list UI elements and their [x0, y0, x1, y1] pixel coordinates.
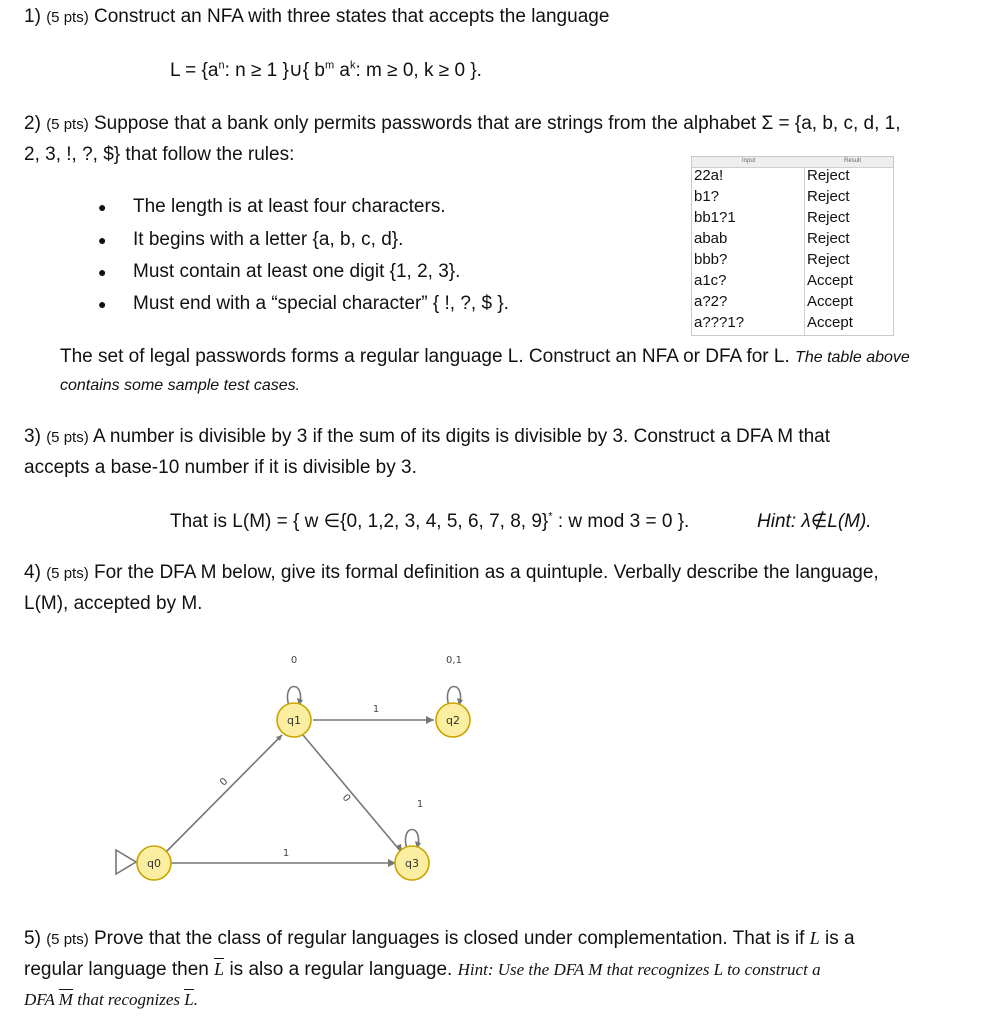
test-case-table	[691, 156, 894, 336]
label-q0-q1: 0	[218, 776, 231, 789]
table-cell-input: abab	[694, 230, 728, 247]
q4-line1: For the DFA M below, give its formal definition as a quintuple. Verbally describe the language,	[93, 562, 879, 583]
m-complement: M	[58, 990, 73, 1009]
table-cell-result: Reject	[807, 188, 850, 205]
q3-hint: Hint: λ∉L(M).	[757, 511, 872, 532]
q5-line3: DFA M that recognizes L.	[24, 990, 198, 1009]
q2-heading: 2) (5 pts) Suppose that a bank only permits passwords that are strings from the alphabet Σ = {a, b, c, d, 1,	[24, 113, 901, 134]
table-cell-result: Reject	[807, 209, 850, 226]
label-q1-q2: 1	[372, 704, 380, 715]
label-q1-loop: 0	[290, 655, 298, 666]
edge-q1-q3	[303, 735, 402, 853]
l-complement: L	[184, 990, 194, 1009]
q2-bullet-3: Must contain at least one digit {1, 2, 3}.	[133, 261, 461, 282]
q4-line2: L(M), accepted by M.	[24, 593, 203, 614]
label-q3-loop: 1	[416, 799, 424, 810]
state-q2-label: q2	[446, 714, 460, 727]
q2-bullet-2: It begins with a letter {a, b, c, d}.	[133, 229, 404, 250]
table-header: Input Result	[692, 157, 893, 168]
q3-formula: That is L(M) = { w ∈{0, 1,2, 3, 4, 5, 6, 7, 8, 9}* : w mod 3 = 0 }.	[170, 510, 690, 532]
q1-number: 1)	[24, 6, 41, 27]
q1-heading	[24, 6, 609, 28]
q3-line2: accepts a base-10 number if it is divisible by 3.	[24, 457, 417, 478]
bullet-icon: ●	[98, 296, 107, 312]
bullet-icon: ●	[98, 264, 107, 280]
table-cell-input: a?2?	[694, 293, 728, 310]
q2-bullet-1: The length is at least four characters.	[133, 196, 446, 217]
label-q0-q3: 1	[282, 848, 290, 859]
q2-closing-italic: contains some sample test cases.	[60, 377, 301, 394]
label-q1-q3: 0	[339, 792, 353, 805]
q1-points: (5 pts)	[46, 9, 89, 26]
q5-line1: 5) (5 pts) Prove that the class of regular languages is closed under complementation. That is if L is a	[24, 928, 855, 949]
table-cell-result: Accept	[807, 272, 853, 289]
state-q1-label: q1	[287, 714, 301, 727]
dfa-diagram	[0, 640, 520, 900]
table-cell-input: a???1?	[694, 314, 745, 331]
table-cell-input: bb1?1	[694, 209, 736, 226]
state-q3-label: q3	[405, 857, 419, 870]
q5-line2: regular language then L is also a regular language. Hint: Use the DFA M that recognizes L to construct a	[24, 959, 821, 980]
state-q0-label: q0	[147, 857, 161, 870]
q3-line1: A number is divisible by 3 if the sum of its digits is divisible by 3. Construct a DFA M that	[92, 426, 831, 447]
table-cell-input: b1?	[694, 188, 720, 205]
q2-line2: 2, 3, !, ?, $} that follow the rules:	[24, 144, 295, 165]
bullet-icon: ●	[98, 232, 107, 248]
q2-line1: Suppose that a bank only permits passwords that are strings from the alphabet Σ = {a, b, c, d, 1,	[93, 113, 901, 134]
table-cell-result: Reject	[807, 167, 850, 184]
table-cell-result: Reject	[807, 230, 850, 247]
l-complement: L	[214, 959, 225, 979]
start-arrow-icon	[116, 850, 136, 874]
q5-hint: Hint: Use the DFA M that recognizes L to construct a	[457, 960, 821, 979]
q4-heading: 4) (5 pts) For the DFA M below, give its formal definition as a quintuple. Verbally describe the language,	[24, 562, 879, 583]
table-cell-input: 22a!	[694, 167, 724, 184]
q2-closing: The set of legal passwords forms a regular language L. Construct an NFA or DFA for L. The table above	[60, 346, 910, 367]
q1-language: $L = \{a^n$: n ≥ 1 }∪{ $b^m$ $a^k$: m ≥ 0, k ≥ 0 }.	[170, 59, 482, 81]
table-cell-result: Accept	[807, 314, 853, 331]
edge-q0-q1	[165, 735, 282, 853]
table-cell-input: bbb?	[694, 251, 728, 268]
q1-text: Construct an NFA with three states that accepts the language	[93, 6, 610, 27]
q2-bullet-4: Must end with a “special character” { !, ?, $ }.	[133, 293, 509, 314]
table-cell-input: a1c?	[694, 272, 727, 289]
q3-heading: 3) (5 pts) A number is divisible by 3 if the sum of its digits is divisible by 3. Construct a DFA M that	[24, 426, 831, 447]
label-q2-loop: 0,1	[446, 655, 462, 666]
bullet-icon: ●	[98, 199, 107, 215]
table-cell-result: Accept	[807, 293, 853, 310]
table-cell-result: Reject	[807, 251, 850, 268]
